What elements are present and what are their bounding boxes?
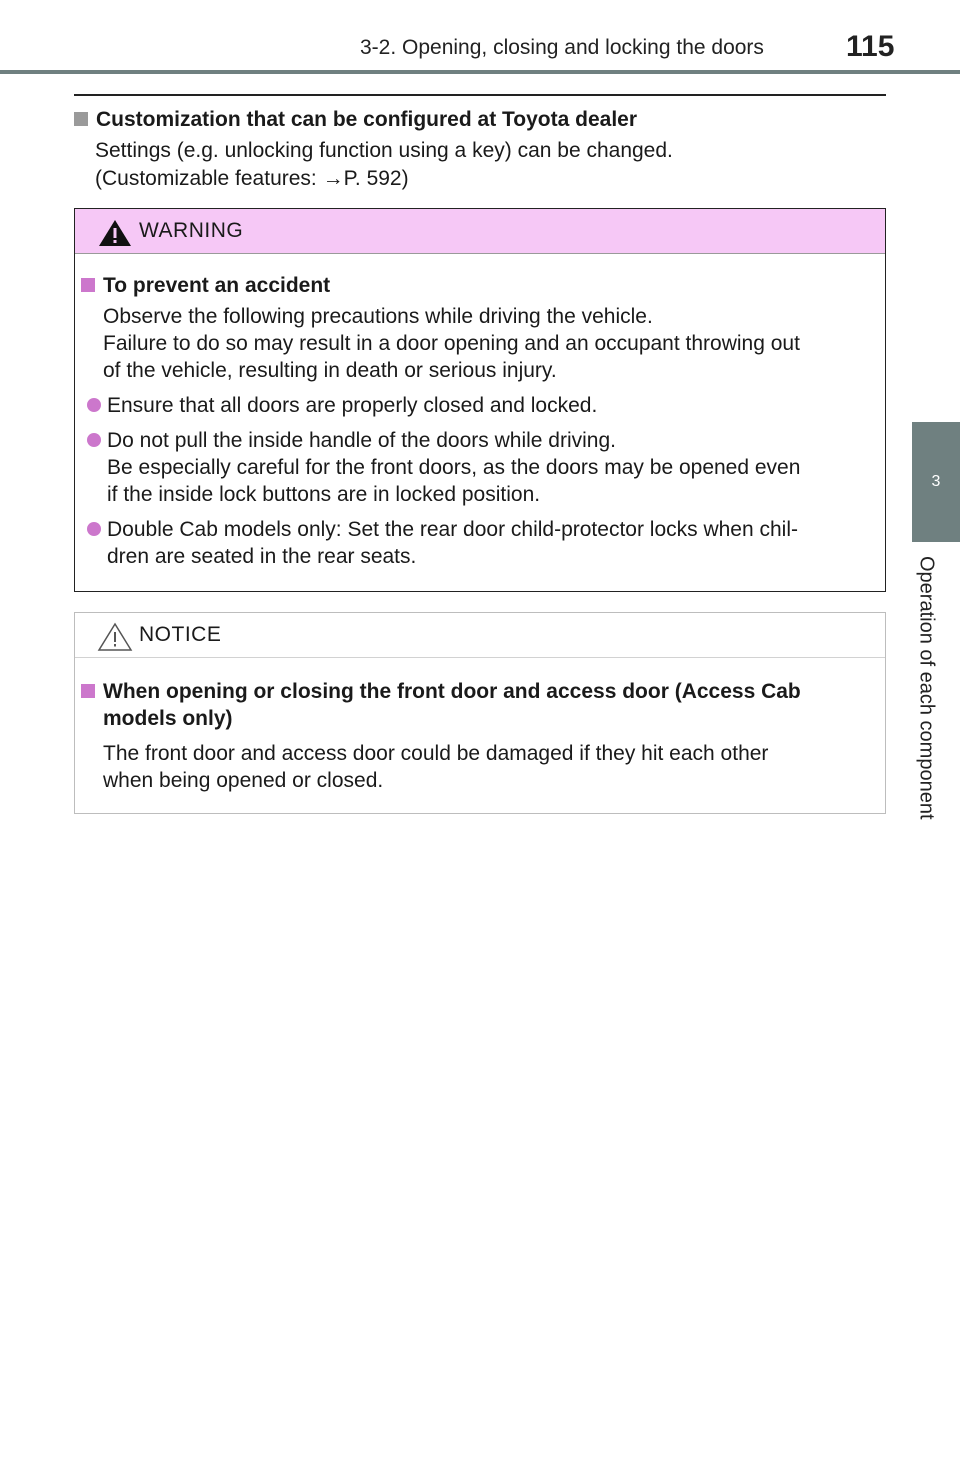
notice-triangle-icon: [97, 622, 133, 652]
bullet-dot-icon: [87, 398, 101, 412]
notice-heading: [81, 678, 875, 732]
heading-square-icon: [81, 684, 95, 698]
notice-body: [75, 658, 885, 794]
header-rule: [0, 70, 960, 74]
notice-text: [81, 740, 875, 794]
warning-intro: [81, 303, 875, 384]
warning-intro-line: Failure to do so may result in a door opening and an occupant throwing out: [103, 332, 800, 355]
bullet-line: Be especially careful for the front doors, as the doors may be opened even: [107, 456, 801, 479]
warning-body: [75, 254, 885, 570]
bullet-line: dren are seated in the rear seats.: [107, 545, 417, 568]
notice-heading-line: [81, 678, 875, 705]
bullet-dot-icon: [87, 433, 101, 447]
warning-bullet: [81, 427, 875, 508]
customization-line-1: Settings (e.g. unlocking function using a key) can be changed.: [95, 139, 673, 162]
page-number: 115: [846, 30, 895, 63]
chapter-number: 3: [931, 473, 941, 490]
bullet-line: Double Cab models only: Set the rear door child-protector locks when chil-: [107, 518, 799, 541]
bullet-dot-icon: [87, 522, 101, 536]
notice-label: NOTICE: [139, 623, 222, 646]
notice-box: [74, 612, 886, 814]
bullet-line: Ensure that all doors are properly closed and locked.: [107, 394, 598, 417]
notice-body-line: when being opened or closed.: [103, 769, 384, 792]
warning-triangle-icon: [97, 218, 133, 248]
warning-heading-text: To prevent an accident: [103, 274, 331, 297]
content-top-rule: [74, 94, 886, 96]
warning-box: [74, 208, 886, 592]
bullet-line: Do not pull the inside handle of the doors while driving.: [107, 429, 616, 452]
warning-intro-line: Observe the following precautions while driving the vehicle.: [103, 305, 653, 328]
notice-heading-text: When opening or closing the front door and access door (Access Cab: [103, 680, 801, 703]
notice-heading-line: models only): [103, 707, 233, 730]
warning-bullet: [81, 392, 875, 419]
warning-bullet: [81, 516, 875, 570]
chapter-tab: [912, 422, 960, 542]
section-title: 3-2. Opening, closing and locking the doors: [360, 36, 764, 59]
heading-square-icon: [81, 278, 95, 292]
chapter-title: Operation of each component: [915, 556, 938, 820]
warning-header: [75, 209, 885, 254]
notice-header: [75, 613, 885, 658]
warning-label: WARNING: [139, 219, 244, 242]
notice-body-line: The front door and access door could be damaged if they hit each other: [103, 742, 769, 765]
customization-line-2: (Customizable features: →P. 592): [95, 167, 409, 190]
bullet-line: if the inside lock buttons are in locked position.: [107, 483, 541, 506]
customization-heading: [74, 108, 637, 132]
section-square-icon: [74, 112, 88, 126]
customization-heading-text: Customization that can be configured at Toyota dealer: [96, 108, 638, 131]
warning-heading: [81, 272, 875, 299]
warning-intro-line: of the vehicle, resulting in death or serious injury.: [103, 359, 557, 382]
